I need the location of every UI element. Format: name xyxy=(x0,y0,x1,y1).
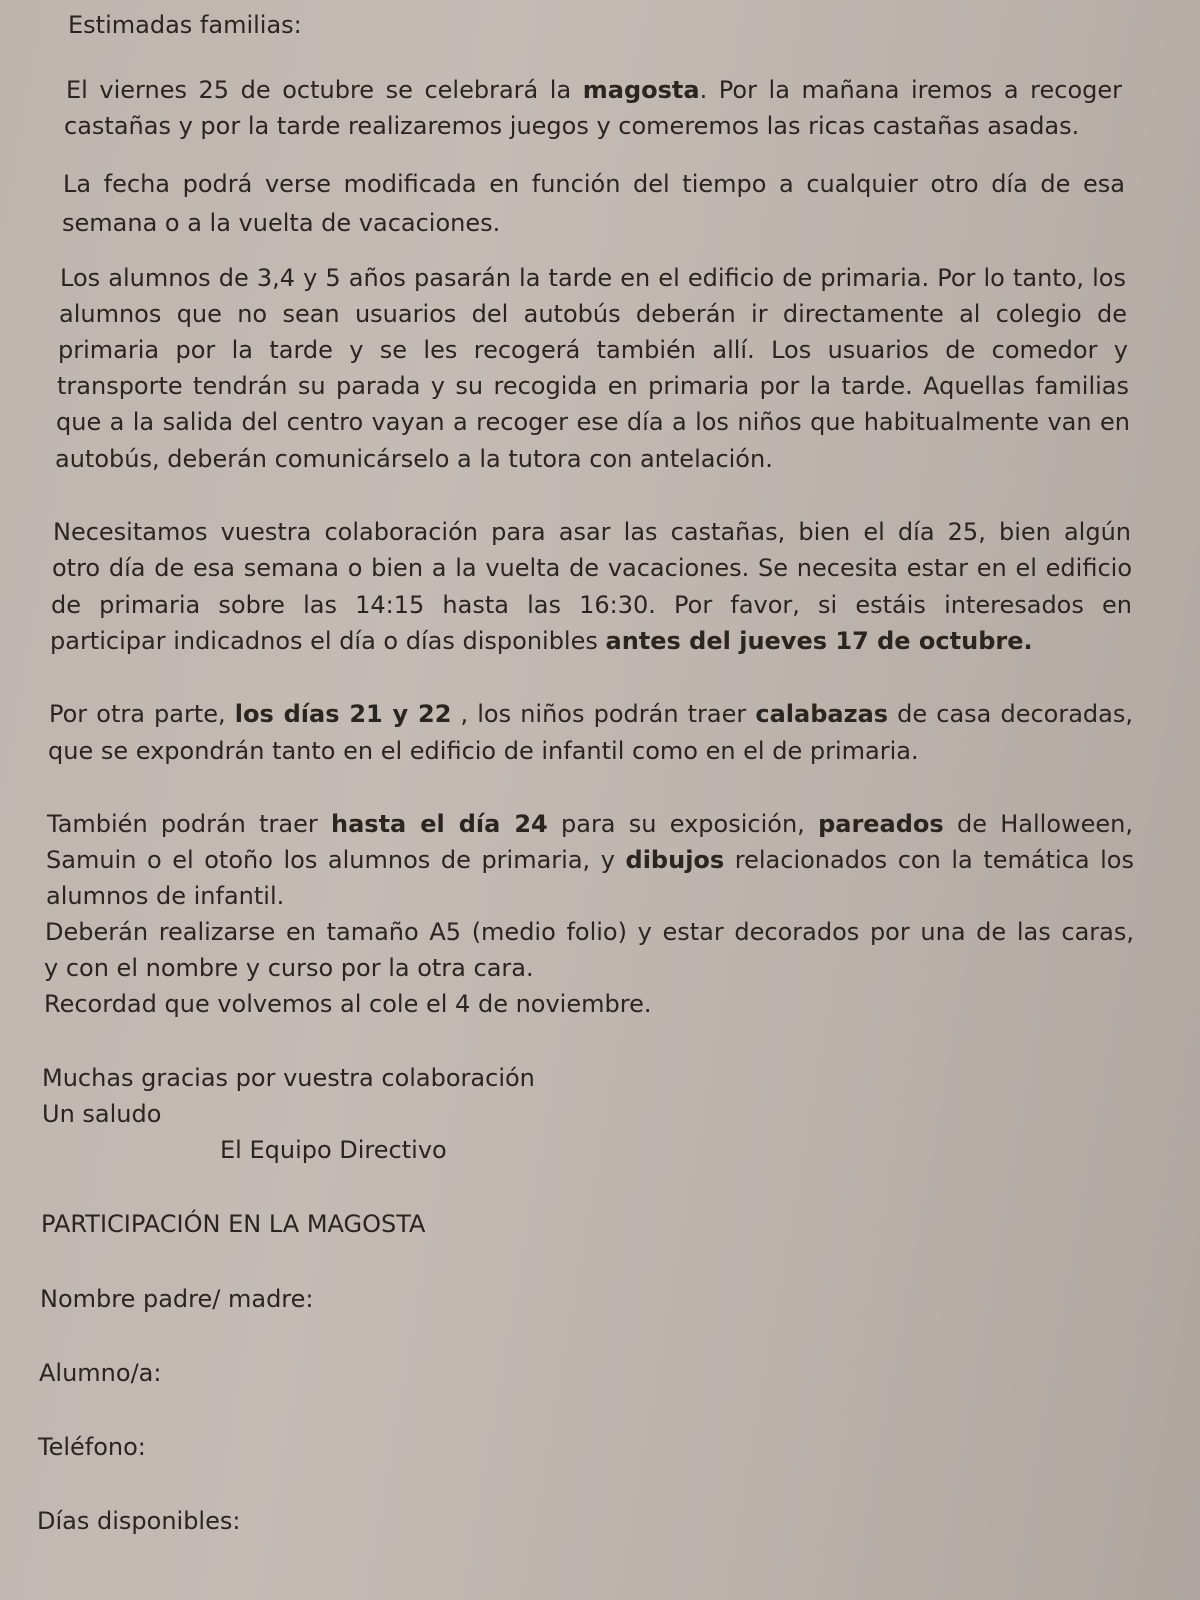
phone-label: Teléfono: xyxy=(38,1433,146,1461)
p1-line-2: castañas y por la tarde realizaremos juegos y comeremos las ricas castañas asadas. xyxy=(64,112,1080,140)
days-bold: los días 21 y 22 xyxy=(234,700,452,728)
signature: El Equipo Directivo xyxy=(220,1136,447,1164)
thanks-line: Muchas gracias por vuestra colaboración xyxy=(42,1064,535,1092)
p3-line-6: autobús, deberán comunicárselo a la tutora con antelación. xyxy=(55,445,773,473)
dibujos-bold: dibujos xyxy=(625,846,725,874)
regards-line: Un saludo xyxy=(42,1100,162,1128)
p6-line-4: Deberán realizarse en tamaño A5 (medio folio) y estar decorados por una de las caras, xyxy=(45,918,1134,946)
p5-line-1: Por otra parte, los días 21 y 22 , los niños podrán traer calabazas de casa decoradas, xyxy=(49,700,1134,728)
p4-line-2: otro día de esa semana o bien a la vuelta de vacaciones. Se necesita estar en el edificio xyxy=(52,554,1132,582)
p6-line-3: alumnos de infantil. xyxy=(46,882,285,910)
student-label: Alumno/a: xyxy=(39,1359,162,1387)
p4-line-1: Necesitamos vuestra colaboración para asar las castañas, bien el día 25, bien algún xyxy=(53,518,1131,546)
p2-line-2: semana o a la vuelta de vacaciones. xyxy=(62,209,501,237)
p4-line-4: participar indicadnos el día o días disponibles antes del jueves 17 de octubre. xyxy=(50,627,1033,655)
greeting: Estimadas familias: xyxy=(68,11,302,39)
p3-line-1: Los alumnos de 3,4 y 5 años pasarán la tarde en el edificio de primaria. Por lo tanto, los xyxy=(60,264,1126,292)
p6-line-2: Samuin o el otoño los alumnos de primaria, y dibujos relacionados con la temática los xyxy=(46,846,1134,874)
p2-line-1: La fecha podrá verse modificada en función del tiempo a cualquier otro día de esa xyxy=(63,170,1125,198)
p1-line-1: El viernes 25 de octubre se celebrará la magosta. Por la mañana iremos a recoger xyxy=(66,76,1123,104)
p6-line-6: Recordad que volvemos al cole el 4 de noviembre. xyxy=(44,990,652,1018)
form-title: PARTICIPACIÓN EN LA MAGOSTA xyxy=(41,1210,426,1238)
until-day-bold: hasta el día 24 xyxy=(331,810,548,838)
calabazas-bold: calabazas xyxy=(755,700,889,728)
deadline-bold: antes del jueves 17 de octubre. xyxy=(605,627,1033,655)
parent-name-label: Nombre padre/ madre: xyxy=(40,1285,314,1313)
pareados-bold: pareados xyxy=(818,810,944,838)
p3-line-4: transporte tendrán su parada y su recogida en primaria por la tarde. Aquellas familias xyxy=(57,372,1129,400)
p6-line-1: También podrán traer hasta el día 24 para su exposición, pareados de Halloween, xyxy=(47,810,1134,838)
magosta-bold: magosta xyxy=(582,76,700,104)
p6-line-5: y con el nombre y curso por la otra cara. xyxy=(44,954,534,982)
available-days-label: Días disponibles: xyxy=(37,1507,241,1535)
p5-line-2: que se expondrán tanto en el edificio de infantil como en el de primaria. xyxy=(48,737,919,765)
p3-line-2: alumnos que no sean usuarios del autobús deberán ir directamente al colegio de xyxy=(59,300,1127,328)
p3-line-5: que a la salida del centro vayan a recoger ese día a los niños que habitualmente van en xyxy=(56,408,1130,436)
p3-line-3: primaria por la tarde y se les recogerá también allí. Los usuarios de comedor y xyxy=(58,336,1128,364)
p4-line-3: de primaria sobre las 14:15 hasta las 16:30. Por favor, si estáis interesados en xyxy=(51,591,1132,619)
